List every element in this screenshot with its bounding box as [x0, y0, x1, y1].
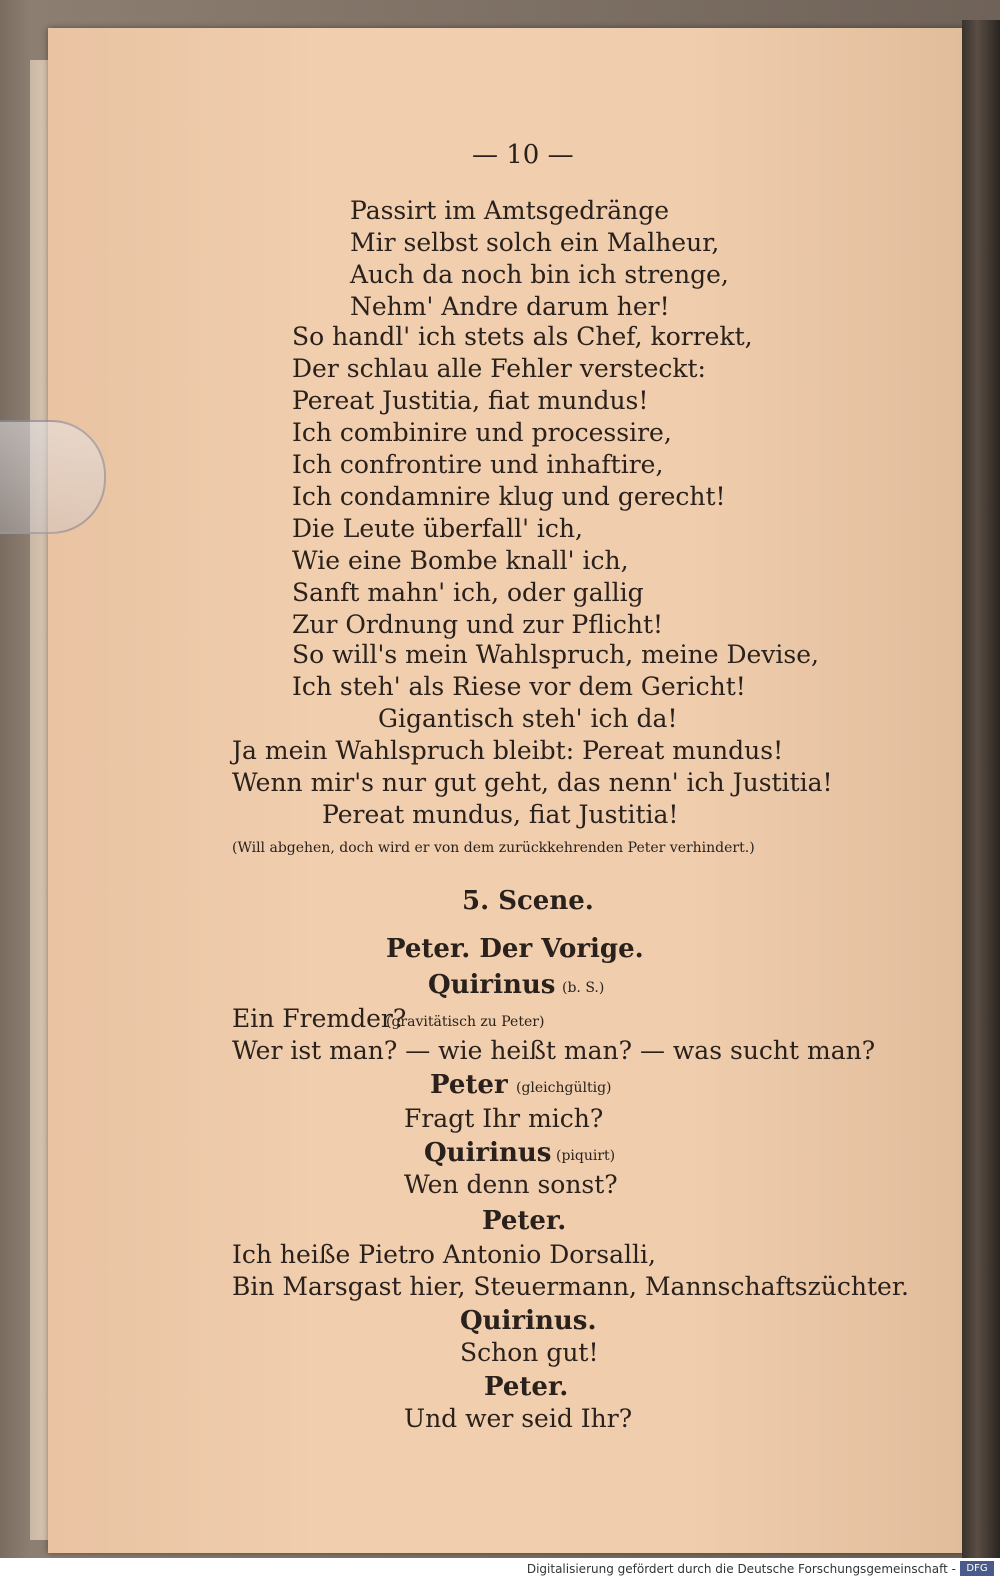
dialogue-line: Fragt Ihr mich? — [404, 1104, 604, 1133]
footer-bar — [0, 1558, 1000, 1581]
page-clip — [0, 420, 106, 534]
dialogue-line: Und wer seid Ihr? — [404, 1404, 633, 1433]
verse-line: Ich steh' als Riese vor dem Gericht! — [292, 672, 746, 701]
verse-line: Pereat mundus, fiat Justitia! — [322, 800, 679, 829]
verse-line: Ich combinire und processire, — [292, 418, 672, 447]
verse-line: So handl' ich stets als Chef, korrekt, — [292, 322, 753, 351]
dialogue-line: Wer ist man? — wie heißt man? — was sucht man? — [232, 1036, 876, 1065]
verse-line: Zur Ordnung und zur Pflicht! — [292, 610, 664, 639]
dialogue-line: Ein Fremder? — [232, 1004, 407, 1033]
verse-line: Nehm' Andre darum her! — [350, 292, 670, 321]
speaker-peter: Peter — [430, 1070, 508, 1100]
speaker-note: (gleichgültig) — [516, 1080, 612, 1096]
stage-direction: (Will abgehen, doch wird er von dem zurückkehrenden Peter verhindert.) — [232, 840, 755, 856]
dialogue-line: Bin Marsgast hier, Steuermann, Mannschaftszüchter. — [232, 1272, 909, 1301]
verse-line: So will's mein Wahlspruch, meine Devise, — [292, 640, 819, 669]
scene-heading: 5. Scene. — [462, 886, 594, 916]
verse-line: Wie eine Bombe knall' ich, — [292, 546, 629, 575]
speaker-quirinus: Quirinus — [428, 970, 556, 1000]
verse-line: Passirt im Amtsgedränge — [350, 196, 670, 225]
dialogue-line: Ich heiße Pietro Antonio Dorsalli, — [232, 1240, 656, 1269]
speaker-quirinus: Quirinus. — [460, 1306, 597, 1336]
verse-line: Wenn mir's nur gut geht, das nenn' ich Justitia! — [232, 768, 833, 797]
speaker-note: (piquirt) — [556, 1148, 616, 1164]
verse-line: Ja mein Wahlspruch bleibt: Pereat mundus! — [232, 736, 784, 765]
speaker-quirinus: Quirinus — [424, 1138, 552, 1168]
verse-line: Auch da noch bin ich strenge, — [350, 260, 729, 289]
verse-line: Ich condamnire klug und gerecht! — [292, 482, 726, 511]
verse-line: Mir selbst solch ein Malheur, — [350, 228, 720, 257]
stage-direction: (gravitätisch zu Peter) — [386, 1014, 545, 1030]
verse-line: Sanft mahn' ich, oder gallig — [292, 578, 644, 607]
page-number: — 10 — — [472, 140, 574, 170]
dialogue-line: Schon gut! — [460, 1338, 599, 1367]
speaker-note: (b. S.) — [562, 980, 605, 996]
verse-line: Gigantisch steh' ich da! — [378, 704, 678, 733]
verse-line: Pereat Justitia, fiat mundus! — [292, 386, 649, 415]
speaker-peter: Peter. — [482, 1206, 567, 1236]
verse-line: Die Leute überfall' ich, — [292, 514, 583, 543]
book-spine — [962, 20, 1000, 1560]
verse-line: Ich confrontire und inhaftire, — [292, 450, 664, 479]
characters-heading: Peter. Der Vorige. — [386, 934, 644, 964]
verse-line: Der schlau alle Fehler versteckt: — [292, 354, 706, 383]
speaker-peter: Peter. — [484, 1372, 569, 1402]
footer-credit: Digitalisierung gefördert durch die Deutsche Forschungsgemeinschaft - — [526, 1562, 956, 1576]
dialogue-line: Wen denn sonst? — [404, 1170, 618, 1199]
dfg-logo: DFG — [960, 1561, 994, 1576]
